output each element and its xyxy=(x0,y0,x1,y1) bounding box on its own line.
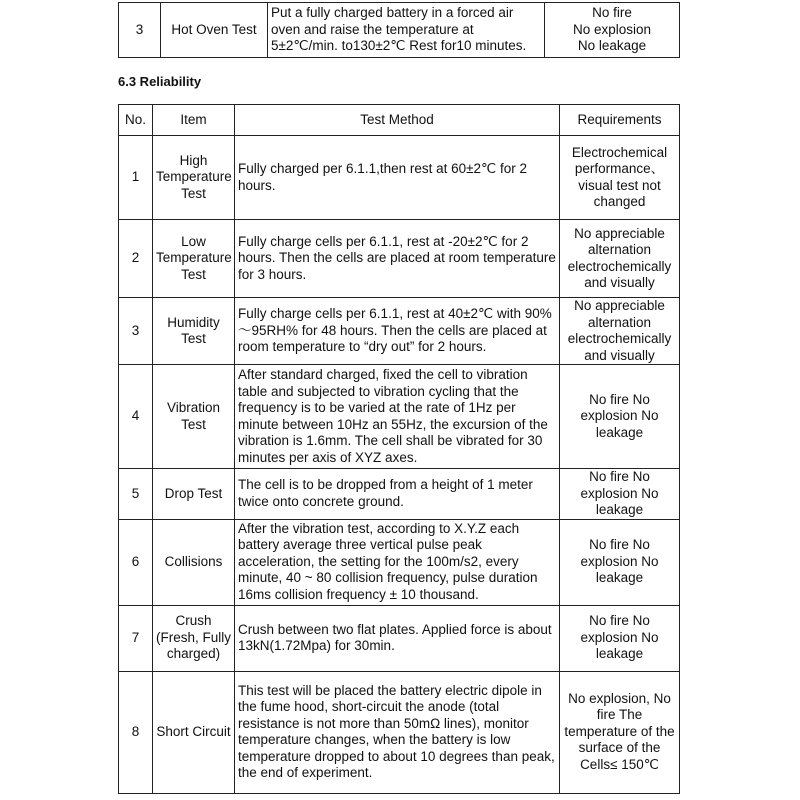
requirement-line: No leakage xyxy=(577,38,647,54)
row-method: Fully charge cells per 6.1.1, rest at -20±2℃ for 2 hours. Then the cells are placed at room temperature for 3 hours. xyxy=(235,220,560,298)
row-no: 8 xyxy=(119,671,153,793)
header-no: No. xyxy=(119,105,153,136)
table-row xyxy=(119,220,680,298)
row-item: Crush (Fresh, Fully charged) xyxy=(153,605,235,671)
row-requirements: No appreciable alternation electrochemically and visually xyxy=(560,298,680,365)
row-requirements xyxy=(545,3,680,58)
row-requirements: No fire No explosion No leakage xyxy=(560,469,680,520)
row-item: High Temperature Test xyxy=(153,136,235,220)
header-row xyxy=(119,105,680,136)
table-row xyxy=(119,3,680,58)
row-requirements: No fire No explosion No leakage xyxy=(560,605,680,671)
row-no: 7 xyxy=(119,605,153,671)
header-item: Item xyxy=(153,105,235,136)
row-item: Low Temperature Test xyxy=(153,220,235,298)
table-row xyxy=(119,605,680,671)
row-requirements: No fire No explosion No leakage xyxy=(560,519,680,605)
row-item: Short Circuit xyxy=(153,671,235,793)
row-no: 4 xyxy=(119,365,153,469)
row-item: Humidity Test xyxy=(153,298,235,365)
row-method: Fully charge cells per 6.1.1, rest at 40±2℃ with 90%～95RH% for 48 hours. Then the cells are placed at room temperature to “dry out” for 2 hours. xyxy=(235,298,560,365)
row-no: 2 xyxy=(119,220,153,298)
row-no: 5 xyxy=(119,469,153,520)
row-item: Vibration Test xyxy=(153,365,235,469)
row-requirements: No explosion, No fire The temperature of the surface of the Cells≤ 150℃ xyxy=(560,671,680,793)
row-method: Fully charged per 6.1.1,then rest at 60±2℃ for 2 hours. xyxy=(235,136,560,220)
row-no: 3 xyxy=(119,298,153,365)
row-requirements: No appreciable alternation electrochemically and visually xyxy=(560,220,680,298)
row-item: Collisions xyxy=(153,519,235,605)
row-method: Crush between two flat plates. Applied force is about 13kN(1.72Mpa) for 30min. xyxy=(235,605,560,671)
table-row xyxy=(119,298,680,365)
reliability-table xyxy=(118,104,680,794)
row-no: 3 xyxy=(119,3,161,58)
table-row xyxy=(119,469,680,520)
row-method: This test will be placed the battery electric dipole in the fume hood, short-circuit the anode (total resistance is not more than 50mΩ lines), monitor temperature changes, when the battery is low temperature dropped to about 10 degrees than peak, the end of experiment. xyxy=(235,671,560,793)
hot-oven-table xyxy=(118,2,680,58)
row-no: 6 xyxy=(119,519,153,605)
table-row xyxy=(119,671,680,793)
row-method: After the vibration test, according to X.Y.Z each battery average three vertical pulse peak acceleration, the setting for the 100m/s2, every minute, 40 ~ 80 collision frequency, pulse duration 16ms collision frequency ± 10 thousand. xyxy=(235,519,560,605)
row-requirements: Electrochemical performance、visual test not changed xyxy=(560,136,680,220)
table-row xyxy=(119,519,680,605)
row-method: The cell is to be dropped from a height of 1 meter twice onto concrete ground. xyxy=(235,469,560,520)
section-title: 6.3 Reliability xyxy=(118,74,202,89)
row-method: Put a fully charged battery in a forced air oven and raise the temperature at 5±2℃/min. to130±2℃ Rest for10 minutes. xyxy=(268,3,545,58)
row-requirements: No fire No explosion No leakage xyxy=(560,365,680,469)
row-method: After standard charged, fixed the cell to vibration table and subjected to vibration cycling that the frequency is to be varied at the rate of 1Hz per minute between 10Hz an 55Hz, the excursion of the vibration is 1.6mm. The cell shall be vibrated for 30 minutes per axis of XYZ axes. xyxy=(235,365,560,469)
header-method: Test Method xyxy=(235,105,560,136)
row-no: 1 xyxy=(119,136,153,220)
requirement-line: No fire xyxy=(592,5,632,21)
table-row xyxy=(119,365,680,469)
header-requirements: Requirements xyxy=(560,105,680,136)
row-item: Hot Oven Test xyxy=(161,3,268,58)
table-row xyxy=(119,136,680,220)
requirement-line: No explosion xyxy=(572,21,652,37)
row-item: Drop Test xyxy=(153,469,235,520)
